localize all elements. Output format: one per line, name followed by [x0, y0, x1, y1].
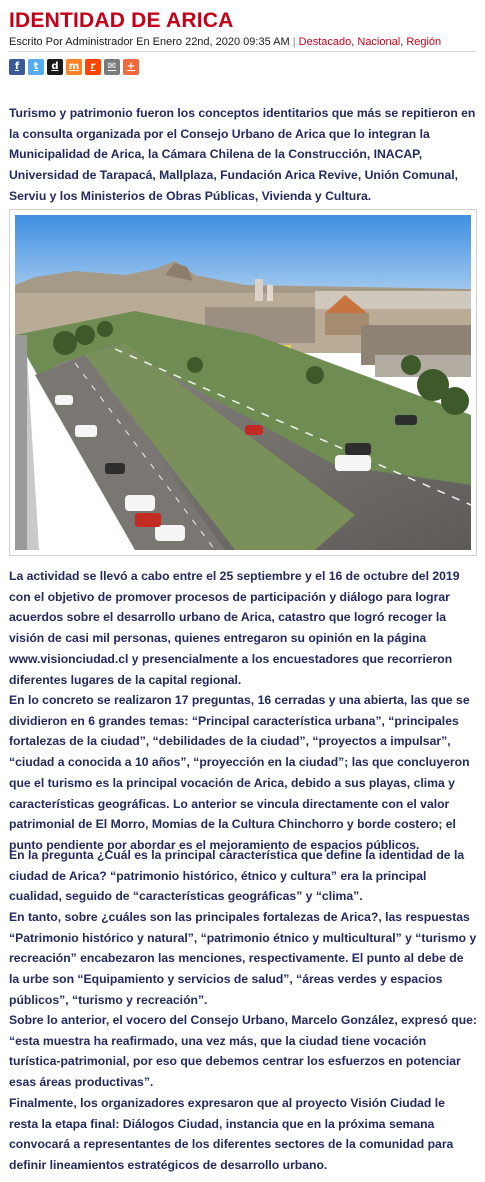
paragraph-questions: En lo concreto se realizaron 17 preguntas, 16 cerradas y una abierta, las que se dividieron en 6 grandes temas: “Principal característica urbana”, “principales fortalezas de la ciudad”, “debilidades de la ciudad”, “proyectos a impulsar”, “ciudad a conocida a 10 años”, “proyección en la ciudad”; las que concluyeron que el turismo es la principal vocación de Arica, debido a sus playas, clima y características geográficas. Lo anterior se vincula directamente con el valor patrimonial de El Morro, Momias de la Cultura Chinchorro y borde costero; el punto pendiente por abordar es el mejoramiento de espacios públicos. — [9, 693, 470, 852]
digg-icon[interactable]: d — [47, 59, 63, 75]
paragraph-spokesperson: Sobre lo anterior, el vocero del Consejo Urbano, Marcelo González, expresó que: “esta muestra ha reafirmado, una vez más, que la ciudad tiene vocación turística-patrimonial, por eso que debemos centrar los esfuerzos en potenciar esas áreas productivas”. — [9, 1013, 477, 1090]
reddit-icon[interactable]: r — [85, 59, 101, 75]
mix-icon[interactable]: m — [66, 59, 82, 75]
byline: Escrito Por Administrador En Enero 22nd, 2020 09:35 AM — [9, 36, 290, 48]
facebook-icon[interactable]: f — [9, 59, 25, 75]
paragraph-closing: Finalmente, los organizadores expresaron que al proyecto Visión Ciudad le resta la etapa final: Diálogos Ciudad, instancia que en la próxima semana convocará a representantes de los diferentes sectores de la comunidad para definir lineamientos estratégicos de desarrollo urbano. — [9, 1096, 454, 1173]
email-icon[interactable]: ✉ — [104, 59, 120, 75]
article-title: IDENTIDAD DE ARICA — [9, 9, 234, 32]
more-icon[interactable]: + — [123, 59, 139, 75]
meta-separator: | — [292, 36, 296, 48]
paragraph-identity: En la pregunta ¿Cuál es la principal característica que define la identidad de la ciudad de Arica? “patrimonio histórico, étnico y cultura” era la principal cualidad, seguido de “características geográficas” y “clima”. — [9, 848, 465, 904]
category-comma: , — [400, 36, 404, 48]
category-link-destacado[interactable]: Destacado — [298, 36, 352, 48]
paragraph-intro: Turismo y patrimonio fueron los conceptos identitarios que más se repitieron en la consulta organizada por el Consejo Urbano de Arica que lo integran la Municipalidad de Arica, la Cámara Chilena de la Construcción, INACAP, Universidad de Tarapacá, Mallplaza, Fundación Arica Revive, Unión Comunal, Serviu y los Ministerios de Obras Públicas, Vivienda y Cultura. — [9, 106, 476, 203]
category-comma: , — [351, 36, 355, 48]
article-meta — [9, 36, 441, 48]
paragraph-activity: La actividad se llevó a cabo entre el 25 septiembre y el 16 de octubre del 2019 con el objetivo de promover procesos de participación y diálogo para lograr acuerdos sobre el desarrollo urbano de Arica, catastro que logró recoger la visión de casi mil personas, quienes entregaron su opinión en la página www.visionciudad.cl y presencialmente a los encuestadores que recorrieron diferentes lugares de la capital regional. — [9, 569, 460, 687]
header-divider — [9, 51, 476, 52]
article-photo — [9, 209, 477, 556]
city-avenue-photo — [15, 215, 471, 550]
share-bar — [9, 59, 139, 75]
category-link-region[interactable]: Región — [406, 36, 442, 48]
paragraph-strengths: En tanto, sobre ¿cuáles son las principales fortalezas de Arica?, las respuestas “Patrimonio histórico y natural”, “patrimonio étnico y multicultural” y “turismo y recreación” encabezaron las menciones, respectivamente. El punto al debe de la urbe son “Equipamiento y servicios de salud”, “áreas verdes y espacios públicos”, “turismo y recreación”. — [9, 910, 477, 1007]
category-link-nacional[interactable]: Nacional — [357, 36, 401, 48]
twitter-icon[interactable]: t — [28, 59, 44, 75]
